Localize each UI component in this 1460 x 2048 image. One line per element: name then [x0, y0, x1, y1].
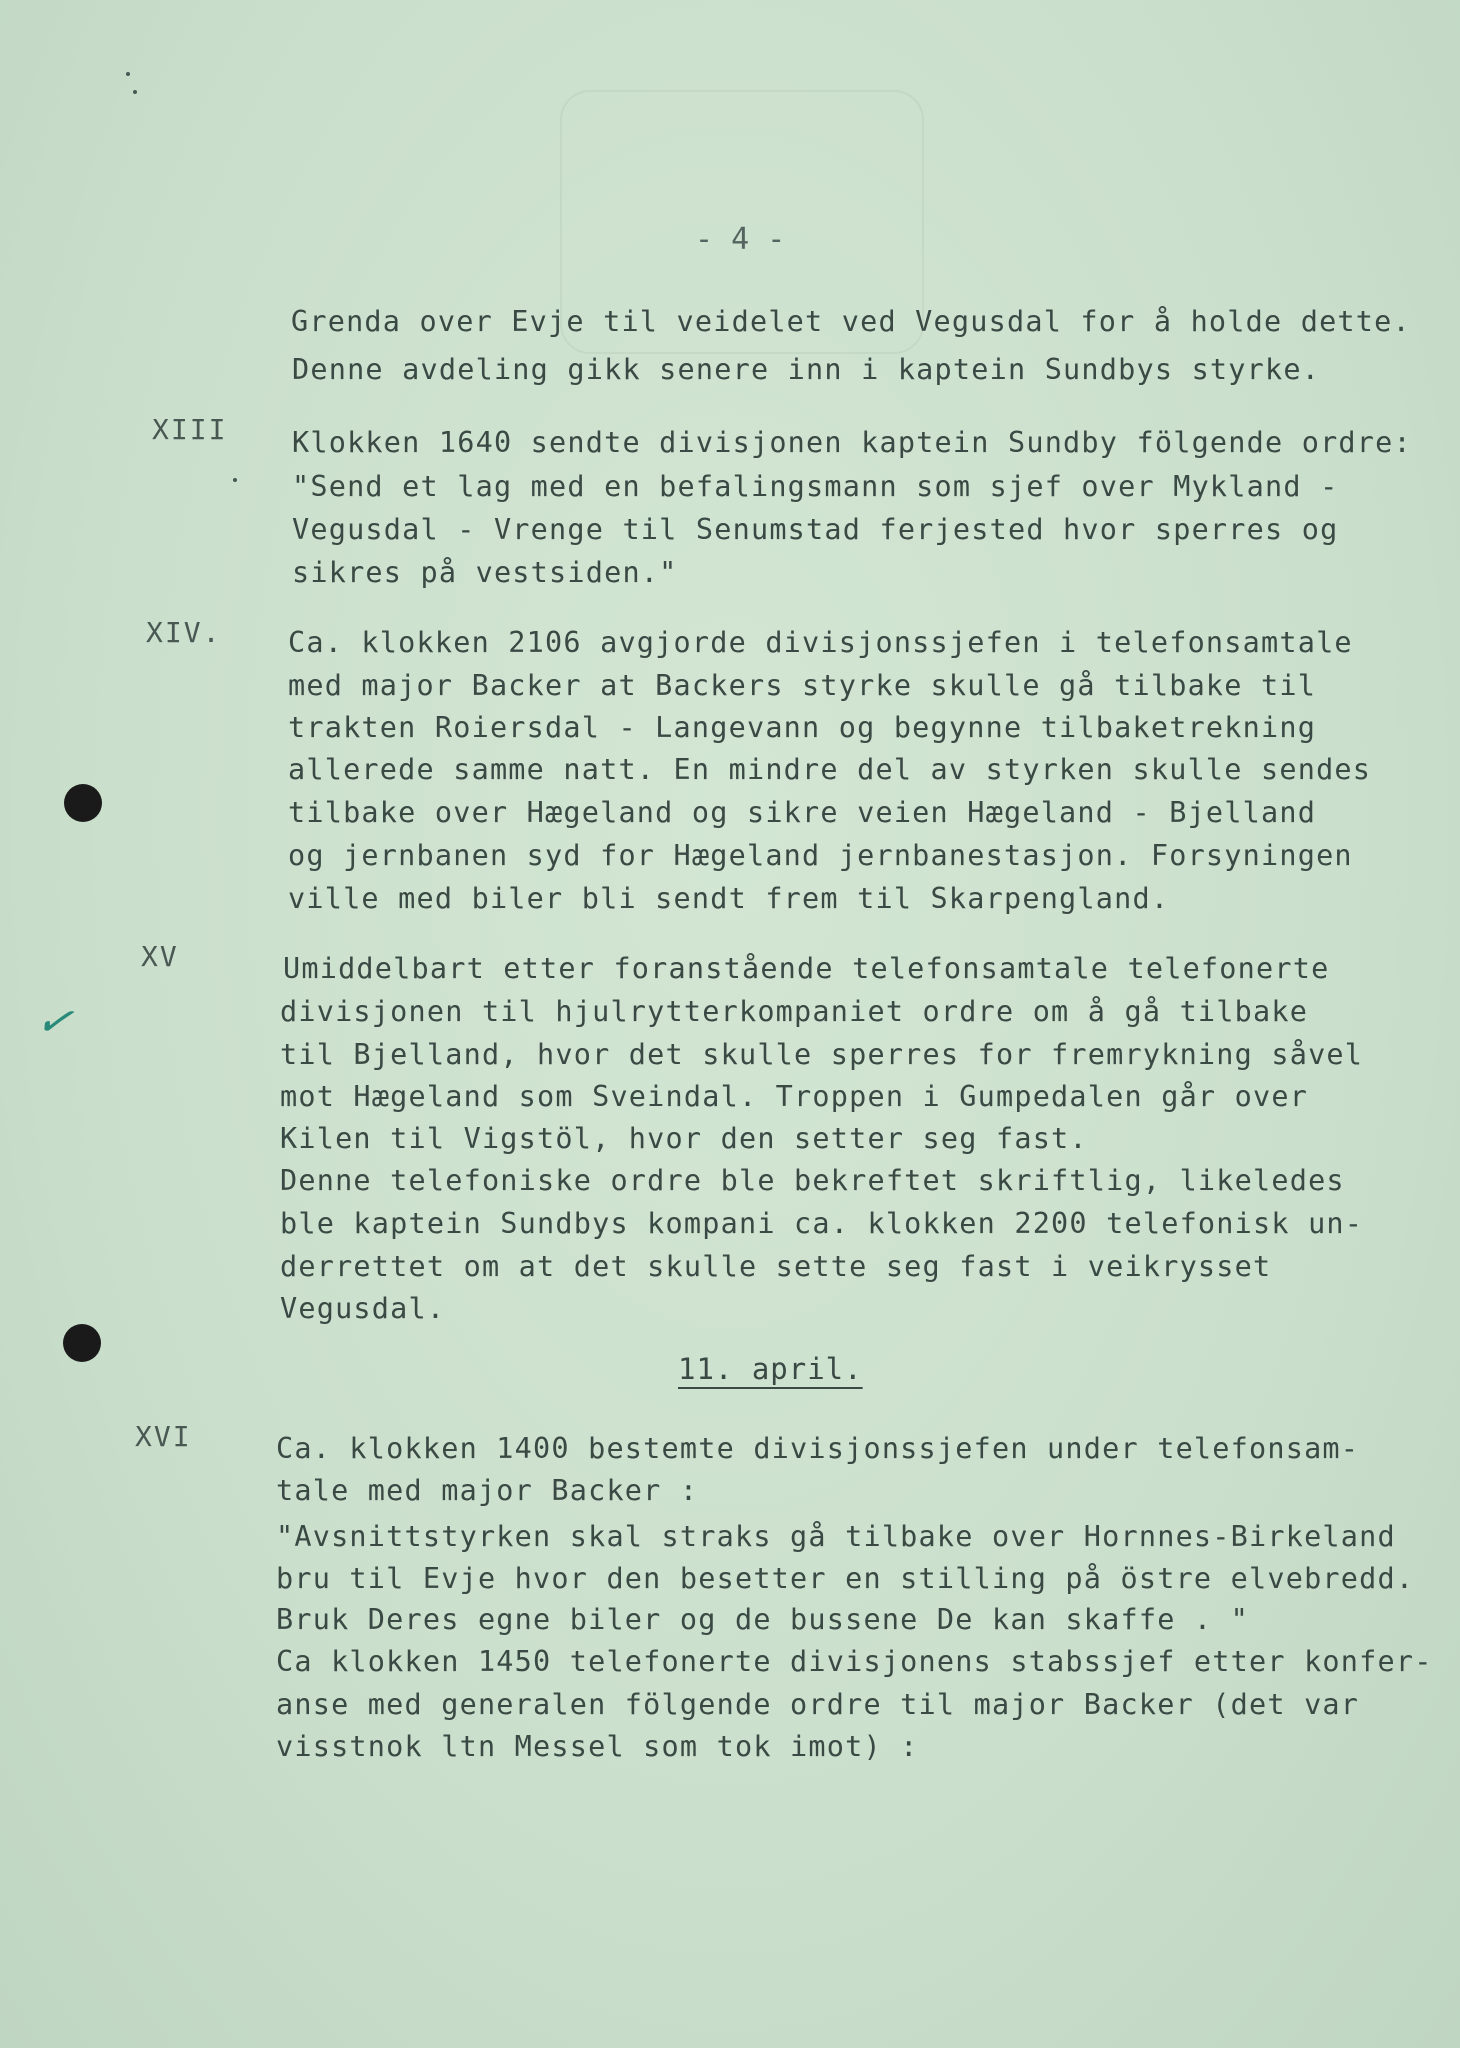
text-line: Vegusdal - Vrenge til Senumstad ferjested hvor sperres og	[292, 513, 1339, 546]
punch-hole	[63, 1324, 101, 1362]
section-heading: 11. april.	[678, 1352, 863, 1386]
text-line: allerede samme natt. En mindre del av styrken skulle sendes	[288, 753, 1372, 786]
text-line: visstnok ltn Messel som tok imot) :	[276, 1730, 919, 1763]
section-marker-xvi: XVI	[135, 1420, 192, 1453]
text-line: trakten Roiersdal - Langevann og begynne tilbaketrekning	[288, 711, 1317, 744]
text-line: Ca klokken 1450 telefonerte divisjonens stabssjef etter konfer-	[276, 1645, 1433, 1678]
checkmark-icon: ✓	[31, 993, 78, 1050]
text-line: til Bjelland, hvor det skulle sperres for fremrykning såvel	[280, 1038, 1364, 1071]
speck	[233, 478, 237, 482]
speck	[133, 90, 137, 94]
text-line: med major Backer at Backers styrke skulle gå tilbake til	[288, 669, 1317, 702]
text-line: Grenda over Evje til veidelet ved Vegusdal for å holde dette.	[291, 305, 1411, 338]
text-line: Denne avdeling gikk senere inn i kaptein Sundbys styrke.	[292, 353, 1321, 386]
text-line: mot Hægeland som Sveindal. Troppen i Gumpedalen går over	[280, 1080, 1309, 1113]
punch-hole	[64, 784, 102, 822]
text-line: "Avsnittstyrken skal straks gå tilbake over Hornnes-Birkeland	[276, 1520, 1396, 1553]
text-line: tale med major Backer :	[276, 1474, 699, 1507]
text-line: Umiddelbart etter foranstående telefonsamtale telefonerte	[283, 952, 1330, 985]
section-marker-xiii: XIII	[152, 413, 228, 446]
text-line: Ca. klokken 2106 avgjorde divisjonssjefen i telefonsamtale	[288, 626, 1353, 659]
text-line: anse med generalen fölgende ordre til major Backer (det var	[276, 1688, 1360, 1721]
text-line: "Send et lag med en befalingsmann som sjef over Mykland -	[292, 470, 1339, 503]
text-line: og jernbanen syd for Hægeland jernbanestasjon. Forsyningen	[288, 839, 1353, 872]
text-line: tilbake over Hægeland og sikre veien Hægeland - Bjelland	[288, 796, 1317, 829]
text-line: sikres på vestsiden."	[292, 556, 678, 589]
text-line: Bruk Deres egne biler og de bussene De kan skaffe . "	[276, 1603, 1249, 1636]
page-number: - 4 -	[695, 222, 786, 257]
text-line: Denne telefoniske ordre ble bekreftet skriftlig, likeledes	[280, 1164, 1345, 1197]
text-line: derrettet om at det skulle sette seg fast i veikrysset	[280, 1250, 1272, 1283]
text-line: ville med biler bli sendt frem til Skarpengland.	[288, 882, 1170, 915]
text-line: divisjonen til hjulrytterkompaniet ordre om å gå tilbake	[280, 995, 1309, 1028]
section-marker-xiv: XIV.	[146, 616, 222, 649]
section-marker-xv: XV	[141, 940, 179, 973]
text-line: bru til Evje hvor den besetter en stilling på östre elvebredd.	[276, 1562, 1415, 1595]
text-line: Ca. klokken 1400 bestemte divisjonssjefen under telefonsam-	[276, 1432, 1360, 1465]
text-line: ble kaptein Sundbys kompani ca. klokken 2200 telefonisk un-	[280, 1207, 1364, 1240]
text-line: Vegusdal.	[280, 1292, 446, 1325]
text-line: Klokken 1640 sendte divisjonen kaptein Sundby fölgende ordre:	[292, 426, 1412, 459]
text-line: Kilen til Vigstöl, hvor den setter seg fast.	[280, 1122, 1088, 1155]
speck	[126, 72, 130, 76]
